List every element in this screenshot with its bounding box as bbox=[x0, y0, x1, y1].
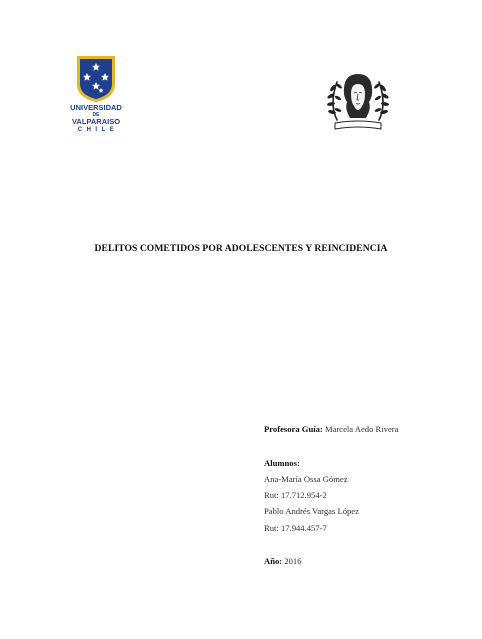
university-name-line4: CHILE bbox=[77, 127, 119, 133]
students-label: Alumnos: bbox=[264, 458, 300, 468]
year-row bbox=[264, 557, 302, 566]
year-label: Año: bbox=[264, 556, 283, 566]
year-value: 2016 bbox=[284, 556, 302, 566]
guide-name: Marcela Aedo Rivera bbox=[324, 424, 399, 434]
student-rut: Rut: 17.712.954-2 bbox=[264, 490, 327, 500]
guide-row bbox=[264, 425, 398, 434]
document-title: DELITOS COMETIDOS POR ADOLESCENTES Y REINCIDENCIA bbox=[94, 243, 388, 254]
classical-head-seal-icon bbox=[325, 68, 391, 136]
university-shield-icon bbox=[70, 54, 122, 104]
university-name-line1: UNIVERSIDAD bbox=[70, 103, 122, 112]
student-name: Ana-María Ossa Gómez bbox=[264, 474, 348, 484]
university-name-line2: DE bbox=[92, 111, 100, 118]
guide-label: Profesora Guía: bbox=[264, 424, 323, 434]
student-name: Pablo Andrés Vargas López bbox=[264, 506, 359, 516]
university-name-line3: VALPARAISO bbox=[71, 117, 121, 126]
student-rut: Rut: 17.944.457-7 bbox=[264, 523, 327, 533]
faculty-seal bbox=[325, 68, 391, 136]
